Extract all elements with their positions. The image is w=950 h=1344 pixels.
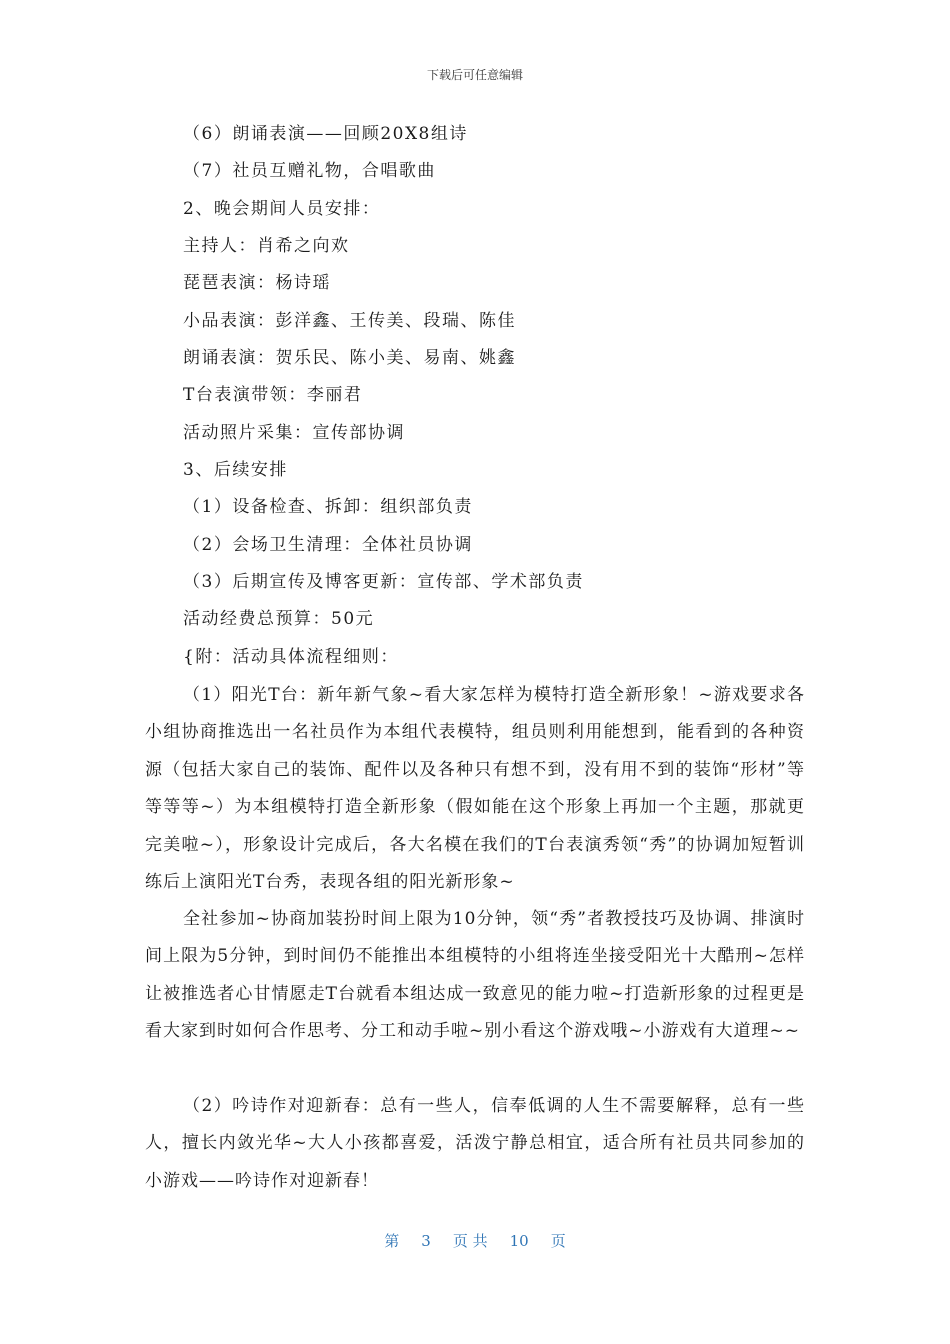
followup-line-3: （3）后期宣传及博客更新：宣传部、学术部负责 <box>183 572 584 592</box>
host-line: 主持人：肖希之向欢 <box>183 236 350 256</box>
footer-total-pages: 10 <box>509 1232 529 1250</box>
section-heading-2: 2、晚会期间人员安排： <box>183 199 381 219</box>
paragraph-participation: 全社参加~协商加装扮时间上限为10分钟，领“秀”者教授技巧及协调、排演时间上限为5分钟，到时间仍不能推出本组模特的小组将连坐接受阳光十大酷刑~怎样让被推选者心甘情愿走T台就看本组达成一致意见的能力啦~打造新形象的过程更是看大家到时如何合作思考、分工和动手啦~别小看这个游戏哦~小游戏有大道理~~ <box>145 909 805 1042</box>
pipa-line: 琵琶表演：杨诗瑶 <box>183 273 331 293</box>
runway-lead-line: T台表演带领：李丽君 <box>183 385 363 405</box>
recital-line: 朗诵表演：贺乐民、陈小美、易南、姚鑫 <box>183 348 516 368</box>
footer-page-number: 3 <box>421 1232 431 1250</box>
sketch-line: 小品表演：彭洋鑫、王传美、段瑞、陈佳 <box>183 311 516 331</box>
paragraph-runway: （1）阳光T台：新年新气象~看大家怎样为模特打造全新形象！~游戏要求各小组协商推选出一名社员作为本组代表模特，组员则利用能想到，能看到的各种资源（包括大家自己的装饰、配件以及各种只有想不到，没有用不到的装饰“形材”等等等等~）为本组模特打造全新形象（假如能在这个形象上再加一个主题，那就更完美啦~），形象设计完成后，各大名模在我们的T台表演秀领“秀”的协调加短暂训练后上演阳光T台秀，表现各组的阳光新形象~ <box>145 685 805 893</box>
followup-line-1: （1）设备检查、拆卸：组织部负责 <box>183 497 473 517</box>
budget-line: 活动经费总预算：50元 <box>183 609 375 629</box>
footer-ye-gong: 页 共 <box>452 1232 488 1250</box>
page-footer <box>0 1230 950 1251</box>
paragraph-poetry: （2）吟诗作对迎新春：总有一些人，信奉低调的人生不需要解释，总有一些人，擅长内敛光华~大人小孩都喜爱，活泼宁静总相宜，适合所有社员共同参加的小游戏——吟诗作对迎新春！ <box>145 1096 805 1191</box>
footer-ye: 页 <box>550 1232 566 1250</box>
outline-line-7: （7）社员互赠礼物，合唱歌曲 <box>183 161 436 181</box>
page-header: 下载后可任意编辑 <box>426 68 523 82</box>
photo-line: 活动照片采集：宣传部协调 <box>183 423 405 443</box>
followup-line-2: （2）会场卫生清理：全体社员协调 <box>183 535 473 555</box>
footer-di: 第 <box>384 1232 400 1250</box>
section-heading-3: 3、后续安排 <box>183 460 288 480</box>
outline-line-6: （6）朗诵表演——回顾20X8组诗 <box>183 124 468 144</box>
appendix-heading: {附：活动具体流程细则： <box>183 647 399 667</box>
